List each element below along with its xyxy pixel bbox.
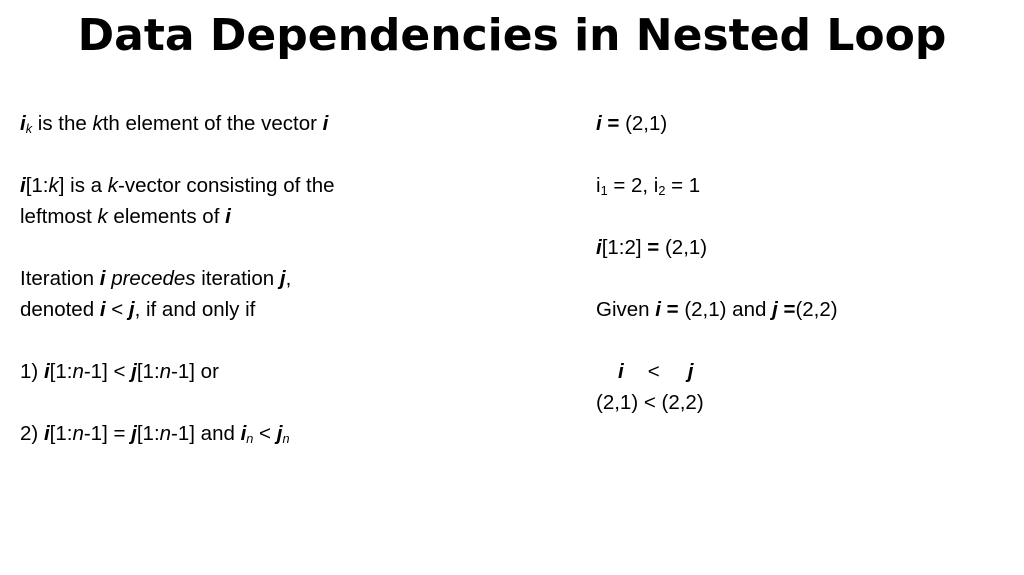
- var-i: i: [225, 205, 231, 228]
- var-i: i: [99, 298, 106, 321]
- example-compare-symbols: i < j: [618, 360, 694, 383]
- var-i: i: [596, 112, 602, 135]
- var-j: j: [128, 298, 135, 321]
- text-segment: [1:: [25, 174, 49, 197]
- var-n: n: [159, 422, 172, 445]
- text-segment: -vector consisting of the: [118, 174, 335, 197]
- var-i: i: [43, 422, 50, 445]
- var-k: k: [107, 174, 118, 197]
- var-j: j: [131, 422, 137, 445]
- subscript-n: n: [282, 431, 290, 447]
- text-segment: denoted: [20, 298, 100, 321]
- var-i: i: [322, 112, 329, 135]
- def-prefix-line: [20, 170, 500, 201]
- var-i: i: [240, 422, 247, 445]
- example-i-value: i = (2,1): [596, 112, 668, 135]
- def-element-line: [20, 108, 500, 139]
- var-j: j: [276, 422, 283, 445]
- var-i: i: [20, 174, 26, 197]
- var-j: j: [279, 267, 286, 290]
- subscript-n: n: [246, 431, 254, 447]
- var-n: n: [159, 360, 172, 383]
- text-segment: iteration: [195, 267, 280, 290]
- def-prefix-line-cont: [20, 201, 500, 232]
- def-precedes-line: Iteration i precedes iteration j,: [20, 267, 292, 290]
- var-j: j: [131, 360, 137, 383]
- var-j: j: [772, 298, 778, 321]
- definitions-column: [20, 108, 500, 449]
- var-i: i: [655, 298, 661, 321]
- subscript-2: 2: [658, 183, 666, 199]
- condition-1: 1) i[1:n-1] < j[1:n-1] or: [20, 360, 219, 383]
- example-prefix: i[1:2] = (2,1): [596, 236, 708, 259]
- subscript-k: k: [25, 121, 33, 137]
- text-segment: , if and only if: [134, 298, 256, 321]
- var-k: k: [92, 112, 103, 135]
- text-segment: elements of: [107, 205, 226, 228]
- text-segment: ] is a: [58, 174, 108, 197]
- var-i: i: [20, 112, 26, 135]
- var-j: j: [687, 360, 694, 383]
- condition-2: 2) i[1:n-1] = j[1:n-1] and $i_n < j_n$: [20, 422, 290, 447]
- var-k: k: [97, 205, 108, 228]
- var-i: i: [596, 236, 602, 259]
- var-i: i: [43, 360, 50, 383]
- example-compare-values: (2,1) < (2,2): [596, 391, 704, 414]
- text-segment: Iteration: [20, 267, 100, 290]
- example-given: Given i = (2,1) and j =(2,2): [596, 298, 838, 321]
- var-k: k: [48, 174, 59, 197]
- var-i: i: [618, 360, 624, 383]
- slide-title: Data Dependencies in Nested Loop: [77, 10, 947, 61]
- subscript-1: 1: [600, 183, 608, 199]
- var-i: i: [99, 267, 106, 290]
- var-n: n: [72, 422, 84, 445]
- def-precedes-line-cont: denoted i < j, if and only if: [20, 298, 256, 321]
- example-column: [596, 108, 1016, 418]
- text-segment: is the: [32, 112, 93, 135]
- var-n: n: [72, 360, 84, 383]
- text-segment: leftmost: [20, 205, 98, 228]
- text-segment: th element of the vector: [102, 112, 323, 135]
- example-components: $i_1 = 2$, $i_2 = 1$: [596, 174, 701, 199]
- term-precedes: precedes: [111, 267, 196, 290]
